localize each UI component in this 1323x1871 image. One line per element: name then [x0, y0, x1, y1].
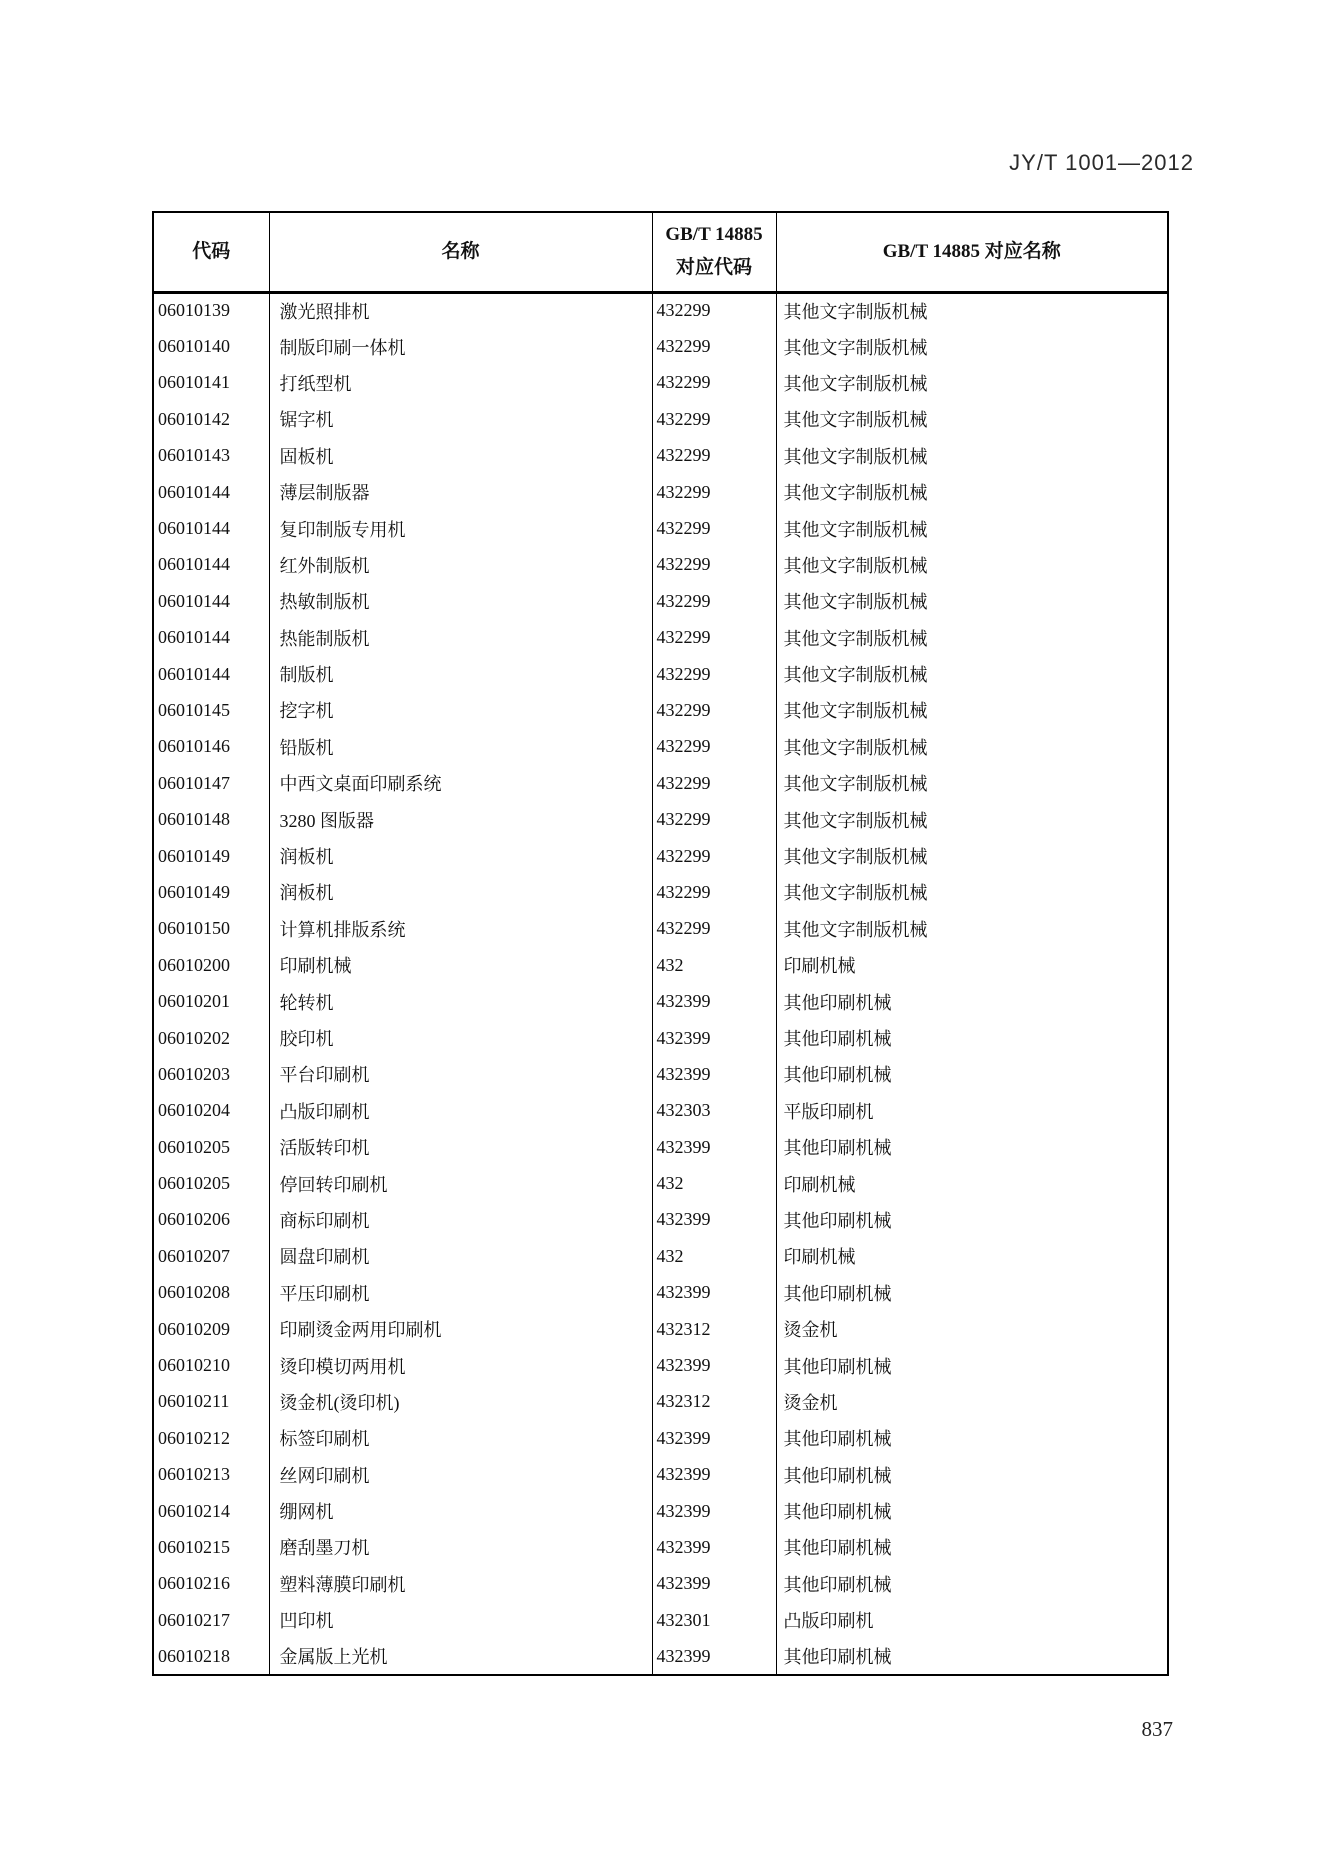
- table-row: [153, 911, 1168, 947]
- cell-gbt-code: 432399: [652, 1202, 776, 1238]
- cell-code: 06010206: [158, 1209, 230, 1230]
- table-row: [153, 1457, 1168, 1493]
- cell-name: 挖字机: [269, 692, 652, 728]
- cell-code: 06010212: [158, 1427, 230, 1448]
- cell-code: 06010204: [158, 1100, 230, 1121]
- cell-gbt-name: 其他文字制版机械: [776, 838, 1168, 874]
- cell-code: 06010214: [158, 1500, 230, 1521]
- cell-name: 绷网机: [269, 1493, 652, 1529]
- cell-gbt-code: 432399: [652, 983, 776, 1019]
- cell-gbt-name: 其他印刷机械: [776, 1420, 1168, 1456]
- cell-gbt-name: 凸版印刷机: [776, 1602, 1168, 1638]
- cell-code: 06010218: [158, 1645, 230, 1666]
- cell-gbt-name: 其他印刷机械: [776, 1529, 1168, 1565]
- cell-gbt-code: 432399: [652, 1457, 776, 1493]
- cell-gbt-name: 其他印刷机械: [776, 1056, 1168, 1092]
- cell-gbt-name: 其他印刷机械: [776, 1347, 1168, 1383]
- table-header: [153, 212, 1168, 292]
- cell-code: 06010144: [158, 554, 230, 575]
- cell-gbt-name: 其他印刷机械: [776, 1020, 1168, 1056]
- cell-gbt-code: 432399: [652, 1056, 776, 1092]
- cell-name: 烫印模切两用机: [269, 1347, 652, 1383]
- cell-code: 06010140: [158, 336, 230, 357]
- cell-name: 活版转印机: [269, 1129, 652, 1165]
- cell-gbt-name: 其他印刷机械: [776, 1275, 1168, 1311]
- cell-code: 06010144: [158, 627, 230, 648]
- cell-gbt-code: 432299: [652, 729, 776, 765]
- table-row: [153, 1202, 1168, 1238]
- cell-name: 标签印刷机: [269, 1420, 652, 1456]
- table-row: [153, 547, 1168, 583]
- cell-gbt-name: 其他文字制版机械: [776, 328, 1168, 364]
- table-row: [153, 1384, 1168, 1420]
- cell-code: 06010205: [158, 1173, 230, 1194]
- cell-gbt-name: 其他文字制版机械: [776, 692, 1168, 728]
- cell-gbt-name: 其他文字制版机械: [776, 729, 1168, 765]
- cell-gbt-name: 其他文字制版机械: [776, 547, 1168, 583]
- cell-gbt-code: 432299: [652, 438, 776, 474]
- cell-gbt-name: 其他印刷机械: [776, 1493, 1168, 1529]
- col-header-gbt-code-line1: GB/T 14885: [665, 224, 763, 246]
- table-row: [153, 620, 1168, 656]
- cell-gbt-code: 432399: [652, 1020, 776, 1056]
- table-row: [153, 365, 1168, 401]
- cell-gbt-name: 平版印刷机: [776, 1093, 1168, 1129]
- cell-code: 06010149: [158, 881, 230, 902]
- table-row: [153, 1347, 1168, 1383]
- cell-name: 热能制版机: [269, 620, 652, 656]
- cell-gbt-code: 432299: [652, 292, 776, 328]
- table-row: [153, 1093, 1168, 1129]
- col-header-gbt-code: [652, 212, 776, 292]
- cell-gbt-code: 432303: [652, 1093, 776, 1129]
- cell-name: 凹印机: [269, 1602, 652, 1638]
- cell-code: 06010149: [158, 845, 230, 866]
- cell-name: 锯字机: [269, 401, 652, 437]
- table-row: [153, 947, 1168, 983]
- cell-name: 计算机排版系统: [269, 911, 652, 947]
- cell-gbt-code: 432299: [652, 874, 776, 910]
- table-row: [153, 1529, 1168, 1565]
- col-header-gbt-name: GB/T 14885 对应名称: [776, 212, 1168, 292]
- cell-name: 商标印刷机: [269, 1202, 652, 1238]
- cell-gbt-name: 其他文字制版机械: [776, 438, 1168, 474]
- cell-gbt-code: 432299: [652, 328, 776, 364]
- cell-name: 轮转机: [269, 983, 652, 1019]
- table-row: [153, 1275, 1168, 1311]
- doc-reference: JY/T 1001—2012: [1009, 150, 1194, 175]
- cell-gbt-code: 432399: [652, 1638, 776, 1674]
- cell-gbt-name: 其他文字制版机械: [776, 874, 1168, 910]
- code-mapping-table: [152, 211, 1169, 1676]
- table-row: [153, 328, 1168, 364]
- cell-gbt-name: 其他文字制版机械: [776, 765, 1168, 801]
- cell-gbt-code: 432299: [652, 510, 776, 546]
- cell-gbt-code: 432399: [652, 1275, 776, 1311]
- table-row: [153, 583, 1168, 619]
- cell-gbt-code: 432399: [652, 1566, 776, 1602]
- cell-name: 薄层制版器: [269, 474, 652, 510]
- cell-code: 06010142: [158, 408, 230, 429]
- cell-gbt-code: 432299: [652, 801, 776, 837]
- col-header-code: 代码: [153, 212, 269, 292]
- cell-gbt-name: 其他印刷机械: [776, 1457, 1168, 1493]
- cell-code: 06010141: [158, 372, 230, 393]
- cell-code: 06010144: [158, 518, 230, 539]
- table-row: [153, 801, 1168, 837]
- table-row: [153, 983, 1168, 1019]
- table-row: [153, 1420, 1168, 1456]
- cell-name: 润板机: [269, 874, 652, 910]
- cell-gbt-name: 其他文字制版机械: [776, 656, 1168, 692]
- cell-code: 06010144: [158, 481, 230, 502]
- cell-gbt-code: 432312: [652, 1311, 776, 1347]
- cell-name: 停回转印刷机: [269, 1165, 652, 1201]
- cell-name: 凸版印刷机: [269, 1093, 652, 1129]
- cell-gbt-code: 432399: [652, 1347, 776, 1383]
- cell-code: 06010148: [158, 809, 230, 830]
- cell-gbt-name: 其他文字制版机械: [776, 365, 1168, 401]
- table-row: [153, 1493, 1168, 1529]
- cell-name: 胶印机: [269, 1020, 652, 1056]
- cell-name: 印刷机械: [269, 947, 652, 983]
- cell-gbt-name: 印刷机械: [776, 947, 1168, 983]
- cell-code: 06010200: [158, 954, 230, 975]
- cell-code: 06010201: [158, 991, 230, 1012]
- cell-name: 圆盘印刷机: [269, 1238, 652, 1274]
- cell-code: 06010216: [158, 1573, 230, 1594]
- table-body: [153, 292, 1168, 1675]
- cell-code: 06010144: [158, 590, 230, 611]
- cell-gbt-name: 印刷机械: [776, 1238, 1168, 1274]
- table-row: [153, 438, 1168, 474]
- cell-name: 制版机: [269, 656, 652, 692]
- col-header-name: 名称: [269, 212, 652, 292]
- cell-gbt-name: 其他印刷机械: [776, 983, 1168, 1019]
- cell-code: 06010215: [158, 1536, 230, 1557]
- cell-gbt-code: 432299: [652, 692, 776, 728]
- cell-code: 06010210: [158, 1355, 230, 1376]
- cell-code: 06010143: [158, 445, 230, 466]
- table-row: [153, 1638, 1168, 1674]
- cell-gbt-name: 其他文字制版机械: [776, 292, 1168, 328]
- cell-name: 烫金机(烫印机): [269, 1384, 652, 1420]
- table-row: [153, 1602, 1168, 1638]
- cell-gbt-name: 印刷机械: [776, 1165, 1168, 1201]
- cell-name: 塑料薄膜印刷机: [269, 1566, 652, 1602]
- cell-code: 06010205: [158, 1136, 230, 1157]
- cell-name: 金属版上光机: [269, 1638, 652, 1674]
- table-row: [153, 1056, 1168, 1092]
- cell-name: 印刷烫金两用印刷机: [269, 1311, 652, 1347]
- cell-code: 06010146: [158, 736, 230, 757]
- cell-code: 06010207: [158, 1245, 230, 1266]
- cell-code: 06010213: [158, 1464, 230, 1485]
- cell-name: 铅版机: [269, 729, 652, 765]
- cell-name: 固板机: [269, 438, 652, 474]
- cell-gbt-code: 432299: [652, 365, 776, 401]
- cell-code: 06010203: [158, 1063, 230, 1084]
- cell-gbt-name: 烫金机: [776, 1384, 1168, 1420]
- cell-gbt-code: 432: [652, 1165, 776, 1201]
- cell-code: 06010145: [158, 699, 230, 720]
- cell-gbt-code: 432299: [652, 911, 776, 947]
- cell-gbt-code: 432399: [652, 1529, 776, 1565]
- cell-name: 中西文桌面印刷系统: [269, 765, 652, 801]
- cell-name: 平压印刷机: [269, 1275, 652, 1311]
- cell-gbt-code: 432399: [652, 1129, 776, 1165]
- table-row: [153, 1311, 1168, 1347]
- cell-code: 06010217: [158, 1609, 230, 1630]
- cell-name: 红外制版机: [269, 547, 652, 583]
- cell-name: 热敏制版机: [269, 583, 652, 619]
- header-row: [153, 212, 1168, 292]
- table-row: [153, 1566, 1168, 1602]
- table-row: [153, 510, 1168, 546]
- cell-gbt-name: 其他印刷机械: [776, 1129, 1168, 1165]
- cell-name: 润板机: [269, 838, 652, 874]
- cell-gbt-name: 其他文字制版机械: [776, 801, 1168, 837]
- cell-gbt-name: 其他文字制版机械: [776, 911, 1168, 947]
- cell-name: 丝网印刷机: [269, 1457, 652, 1493]
- cell-gbt-code: 432299: [652, 547, 776, 583]
- cell-gbt-code: 432312: [652, 1384, 776, 1420]
- cell-name: 3280 图版器: [269, 801, 652, 837]
- cell-gbt-code: 432: [652, 1238, 776, 1274]
- cell-gbt-name: 其他印刷机械: [776, 1202, 1168, 1238]
- table-row: [153, 401, 1168, 437]
- cell-code: 06010139: [158, 300, 230, 321]
- cell-gbt-name: 其他文字制版机械: [776, 583, 1168, 619]
- table-row: [153, 729, 1168, 765]
- cell-code: 06010202: [158, 1027, 230, 1048]
- cell-gbt-name: 其他文字制版机械: [776, 401, 1168, 437]
- cell-name: 复印制版专用机: [269, 510, 652, 546]
- cell-gbt-name: 其他文字制版机械: [776, 510, 1168, 546]
- table-row: [153, 692, 1168, 728]
- table-row: [153, 765, 1168, 801]
- cell-code: 06010211: [158, 1391, 230, 1412]
- cell-gbt-code: 432399: [652, 1420, 776, 1456]
- cell-name: 激光照排机: [269, 292, 652, 328]
- cell-gbt-name: 其他文字制版机械: [776, 474, 1168, 510]
- cell-gbt-code: 432299: [652, 620, 776, 656]
- cell-code: 06010144: [158, 663, 230, 684]
- cell-name: 制版印刷一体机: [269, 328, 652, 364]
- table-row: [153, 874, 1168, 910]
- cell-gbt-code: 432299: [652, 583, 776, 619]
- cell-name: 磨刮墨刀机: [269, 1529, 652, 1565]
- cell-gbt-name: 其他印刷机械: [776, 1638, 1168, 1674]
- cell-code: 06010209: [158, 1318, 230, 1339]
- page-number: 837: [1141, 1717, 1173, 1741]
- cell-gbt-code: 432299: [652, 656, 776, 692]
- cell-gbt-name: 其他印刷机械: [776, 1566, 1168, 1602]
- cell-gbt-code: 432299: [652, 401, 776, 437]
- cell-gbt-code: 432301: [652, 1602, 776, 1638]
- table-row: [153, 1129, 1168, 1165]
- cell-gbt-code: 432299: [652, 765, 776, 801]
- cell-code: 06010208: [158, 1282, 230, 1303]
- cell-code: 06010150: [158, 918, 230, 939]
- cell-gbt-code: 432299: [652, 474, 776, 510]
- col-header-gbt-code-line2: 对应代码: [675, 256, 752, 278]
- table-row: [153, 474, 1168, 510]
- cell-code: 06010147: [158, 772, 230, 793]
- cell-gbt-code: 432399: [652, 1493, 776, 1529]
- cell-gbt-name: 烫金机: [776, 1311, 1168, 1347]
- table-row: [153, 1020, 1168, 1056]
- table-row: [153, 656, 1168, 692]
- table-row: [153, 838, 1168, 874]
- cell-name: 平台印刷机: [269, 1056, 652, 1092]
- cell-gbt-code: 432: [652, 947, 776, 983]
- cell-name: 打纸型机: [269, 365, 652, 401]
- table-row: [153, 1165, 1168, 1201]
- table-row: [153, 292, 1168, 328]
- cell-gbt-code: 432299: [652, 838, 776, 874]
- cell-gbt-name: 其他文字制版机械: [776, 620, 1168, 656]
- table-row: [153, 1238, 1168, 1274]
